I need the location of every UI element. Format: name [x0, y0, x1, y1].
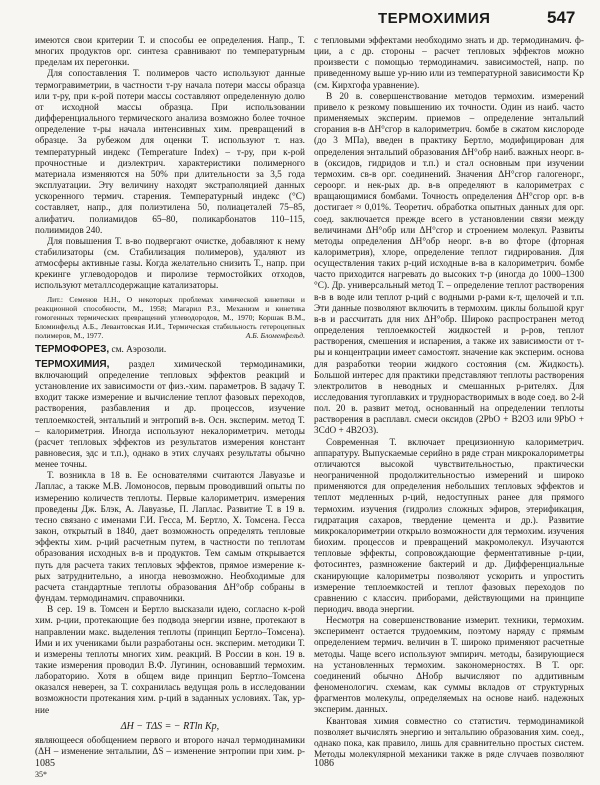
equation: ΔH − TΔS = − RTln Kp, — [120, 720, 220, 732]
left-column — [35, 36, 305, 758]
literature-author: А.Б. Бломенфельд. — [245, 331, 305, 341]
column-number-left: 1085 — [35, 758, 55, 769]
paragraph: Для сопоставления Т. полимеров часто используют данные термогравиметрии, в частности т-ру начала потери массы образца или т-ру, при к-рой потери массы составляют определенную долю от исходной массы образца. При использовании дифференциального термического анализа возможно более точное определение т-ры начала интенсивных хим. превращений в образце. За рубежом для оценки Т. используют т. наз. температурный индекс (Temperature Index) – т-ру, при к-рой прочностные и диэлектрич. характеристики полимерного материала изменяются на 50% при длительности за 3,5 года эксплуатации. Эту величину находят экстраполяцией данных ускоренного термич. старения. Температурный индекс (°С) составляет, напр., для полиэтилена 50, полиацеталей 75–85, алифатич. полиамидов 65–80, поликарбонатов 110–115, полиимидов 240. — [35, 69, 305, 236]
paragraph: Т. возникла в 18 в. Ее основателями считаются Лавуазье и Лаплас, а также М.В. Ломоносов, первым проводивший опыты по измерению количеств теплоты. Первые калориметрич. измерения проведены Дж. Блэк, А. Лавуазье, П. Лаплас. Развитие Т. в 19 в. тесно связано с именами Г.И. Гесса, М. Бертло, Х. Томсена. Гесса закон, открытый в 1840, дает возможность определять тепловые эффекты хим. р-ций расчетным путем, в частности по теплотам образования исходных в-в и продуктов. Тем самым открывается путь для расчета таких тепловых эффектов, прямое измерение к-рых затруднительно, а иногда невозможно. Необходимые для расчета стандартные теплоты образования ΔH°обр собраны в фундам. термодинамич. справочники. — [35, 471, 305, 605]
paragraph: Квантовая химия совместно со статистич. термодинамикой позволяет вычислять энергию и энтальпию образования хим. соед., однако пока, как правило, лишь для сравнительно простых систем. Методы молекулярной механики также в ряде случаев позволяют — [314, 716, 584, 758]
literature-text: Лит.: Семенов Н.Н., О некоторых проблемах химической кинетики и реакционной способности, М., 1958; Магарил Р.З., Механизм и кинетика гомогенных термических превращений углеводородов, М., 1970; Коршак В.М., Бломинфельд А.Б., Левантовская И.И., Термическая стабильность гетероцепных полимеров, М., 1977. — [35, 294, 305, 341]
paragraph: Для повышения Т. в-во подвергают очистке, добавляют к нему стабилизаторы (см. Стабилизация полимеров), удаляют из атмосферы активные газы. Когда желательно снизить Т., напр. при крекинге углеводородов и пиролизе термостойких отходов, используют металлсодержащие катализаторы. — [35, 236, 305, 292]
entry-text: см. Аэрозоли. — [111, 344, 167, 355]
paragraph: В 20 в. совершенствование методов термохим. измерений привело к резкому повышению их точности. Один из наиб. часто применяемых эксперим. приемов – определение энтальпий сгорания в-в ΔH°сгор в калориметрич. бомбе в сжатом кислороде (до 3 МПа), введен в практику Бертло, модифицирован для определения энтальпий образования ΔH°обр наиб. важных неорг. в-в (оксидов, гидридов и т.п.) и стал основным при изучении термохим. св-в орг. соединений. Значения ΔH°сгор галогенорг., сероорг. и нек-рых др. в-в определяют в калориметрах с вращающимися бомбами. Точность определения ΔH°сгор орг. в-в достигает ≈ 0,01%. Теоретич. обработка опытных данных для орг. соед. заключается прежде всего в установлении связи между величинами ΔH°обр или ΔH°сгор и строением молекул. Развиты методы определения ΔH°обр неорг. в-в во фторе (фторная калориметрия), хлоре, определение теплот гидрирования. Для осуществления таких р-ций исходные в-ва в калориметрич. бомбе часто приходится нагревать до высоких т-р (иногда до 1000–1300 °С). Др. универсальный метод Т. – определение теплот растворения в-в в воде или теплот р-ций с водными р-рами к-т, щелочей и т.п. Эти данные позволяют включить в термохим. циклы большой круг в-в и рассчитать для них ΔH°обр. Широко распространен метод определения теплоемкостей жидкостей и р-ров, теплот растворения, смешения и испарения, а также их зависимости от т-ры и концентрации имеет самостоят. значение как эксперим. основа для разработки теории жидкого состояния (см. Жидкость). Большой интерес для практики представляют теплоты растворения электролитов в неводных и смешанных р-рителях. Для исследования тугоплавких и труднорастворимых в воде соед. во 2-й пол. 20 в. развит метод, основанный на определении теплоты растворения в расплавл. смеси оксидов (2PbO + B2O3 или 9PbO + 3CdO + 4B2O3). — [314, 91, 584, 437]
entry-headword: ТЕРМОХИМИЯ, — [35, 358, 110, 370]
literature-references — [35, 295, 305, 341]
paragraph: с тепловыми эффектами необходимо знать и др. термодинамич. ф-ции, а с др. стороны – расчет тепловых эффектов можно произвести с помощью термодинамич. зависимостей, напр. по приведенному выше ур-нию или из температурной зависимости Kp (см. Кирхгофа уравнение). — [314, 36, 584, 91]
paragraph: В сер. 19 в. Томсен и Бертло высказали идею, согласно к-рой хим. р-ции, протекающие без подвода энергии извне, протекают в направлении макс. выделения теплоты (принцип Бертло–Томсена). Ими и их учениками были разработаны осн. эксперим. методики Т. и измерены теплоты многих хим. реакций. В России в кон. 19 в. такие измерения проводил В.Ф. Лугинин, основавший термохим. лабораторию. Хотя в общем виде принцип Бертло–Томсена оказался неверен, за Т. сохранилась ведущая роль в исследовании возможности протекания хим. р-ций в заданных условиях. Так, ур-ние — [35, 605, 305, 716]
page-number: 547 — [547, 8, 576, 27]
entry-termoforez — [35, 344, 305, 356]
signature-mark: 35* — [35, 770, 47, 779]
entry-headword: ТЕРМОФОРЕЗ, — [35, 343, 110, 355]
page-header — [0, 6, 600, 36]
paragraph: являющееся обобщением первого и второго начал термодинамики (ΔH – изменение энтальпии, ΔS – изменение энтропии при хим. р- — [35, 735, 305, 758]
entry-termokhimiya — [35, 359, 305, 472]
footer-left — [35, 758, 55, 780]
paragraph: Современная Т. включает прецизионную калориметрич. аппаратуру. Выпускаемые серийно в ряде стран микрокалориметры отличаются высокой чувствительностью, практически неограниченной продолжительностью измерений и широко применяются для определения небольших тепловых эффектов и теплот медленных р-ций, недоступных ранее для прямого термохим. изучения (гидролиз сложных эфиров, этерификация, гидратация сахаров, твердение цемента и др.). Развитие микрокалориметрии открыло возможности для термохим. изучения биохим. процессов и превращений макромолекул. Изучаются тепловые эффекты, сопровождающие ферментативные р-ции, фотосинтез, размножение бактерий и др. Дифференциальные сканирующие калориметры позволяют ускорить и упростить измерение теплоемкостей и теплот фазовых переходов по сравнению с классич. приборами, действующими на принципе периодич. ввода энергии. — [314, 437, 584, 615]
right-column — [314, 36, 584, 758]
entry-text: раздел химической термодинамики, включающий определение тепловых эффектов реакций и установление их зависимости от физ.-хим. параметров. В задачу Т. входит также измерение и вычисление теплот фазовых переходов, растворения, разбавления и др. процессов, изучение теплоемкостей, энтальпий и энтропий в-в. Осн. эксперим. метод Т. – калориметрия. Иногда используют некалориметрич. методы (расчет тепловых эффектов из результатов измерения констант равновесия, эдс и т.п.), однако в этих случаях результаты обычно менее точны. — [35, 359, 305, 471]
paragraph: имеются свои критерии Т. и способы ее определения. Напр., Т. многих продуктов орг. синтеза сравнивают по температурным пределам их перегонки. — [35, 36, 305, 69]
column-number-right: 1086 — [314, 758, 334, 769]
running-head: ТЕРМОХИМИЯ — [378, 10, 491, 27]
paragraph: Несмотря на совершенствование измерит. техники, термохим. эксперимент остается трудоемким, поэтому наряду с прямым определением термич. величин в Т. широко применяют расчетные методы. Чаще всего используют эмпирич. методы, базирующиеся на установленных термохим. закономерностях. В Т. орг. соединений обычно ΔHобр вычисляют по аддитивным феноменологич. схемам, как суммы вкладов от структурных фрагментов молекулы, определяемых на основе наиб. надежных эксперим. данных. — [314, 616, 584, 716]
